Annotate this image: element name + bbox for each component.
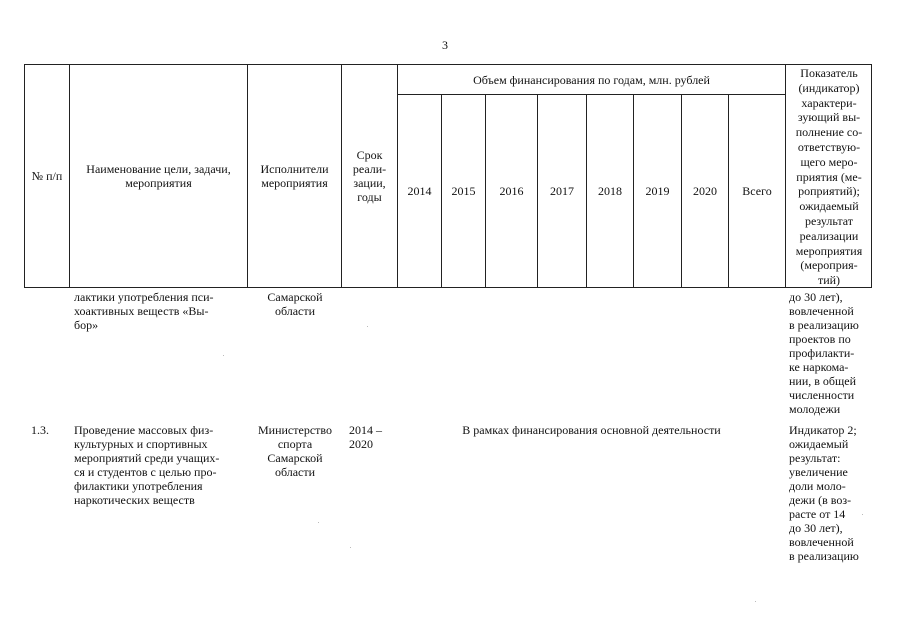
header-year-2019: 2019: [645, 184, 670, 198]
header-total: Всего: [742, 184, 772, 198]
row-cont-executor: Самарской области: [267, 290, 323, 318]
row-13-name: Проведение массовых физ- культурных и спортивных мероприятий среди учащих- ся и студентов с целью про- филактики употребления наркотических веществ: [74, 423, 220, 507]
page-number: 3: [442, 38, 448, 52]
header-year-2014: 2014: [407, 184, 432, 198]
row-13-funding: В рамках финансирования основной деятельности: [462, 423, 721, 437]
header-funding: Объем финансирования по годам, млн. рублей: [473, 72, 710, 87]
row-13-indicator: Индикатор 2; ожидаемый результат: увеличение доли моло- дежи (в воз- расте от 14 до 30 лет), вовлеченной в реализацию: [789, 423, 859, 563]
header-indicator: Показатель (индикатор) характери- зующий вы- полнение со- ответствую- щего меро- приятия (ме- роприятий); ожидаемый результат реализации мероприятия (мероприя- тий): [795, 66, 863, 288]
row-13-term: 2014 – 2020: [349, 423, 382, 451]
header-year-2016: 2016: [499, 184, 524, 198]
header-year-2018: 2018: [598, 184, 622, 198]
header-name: Наименование цели, задачи, мероприятия: [86, 162, 231, 190]
row-13-num: 1.3.: [31, 423, 49, 437]
header-term: Срок реали- зации, годы: [352, 148, 387, 204]
header-year-2015: 2015: [451, 184, 476, 198]
row-13-executor: Министерство спорта Самарской области: [258, 423, 332, 479]
header-num: № п/п: [31, 169, 63, 183]
row-cont-indicator: до 30 лет), вовлеченной в реализацию проектов по профилакти- ке наркома- нии, в общей численности молодежи: [789, 290, 859, 416]
header-year-2017: 2017: [550, 184, 574, 198]
row-cont-name: лактики употребления пси- хоактивных веществ «Вы- бор»: [74, 290, 214, 332]
header-executors: Исполнители мероприятия: [260, 162, 329, 190]
header-year-2020: 2020: [693, 184, 717, 198]
